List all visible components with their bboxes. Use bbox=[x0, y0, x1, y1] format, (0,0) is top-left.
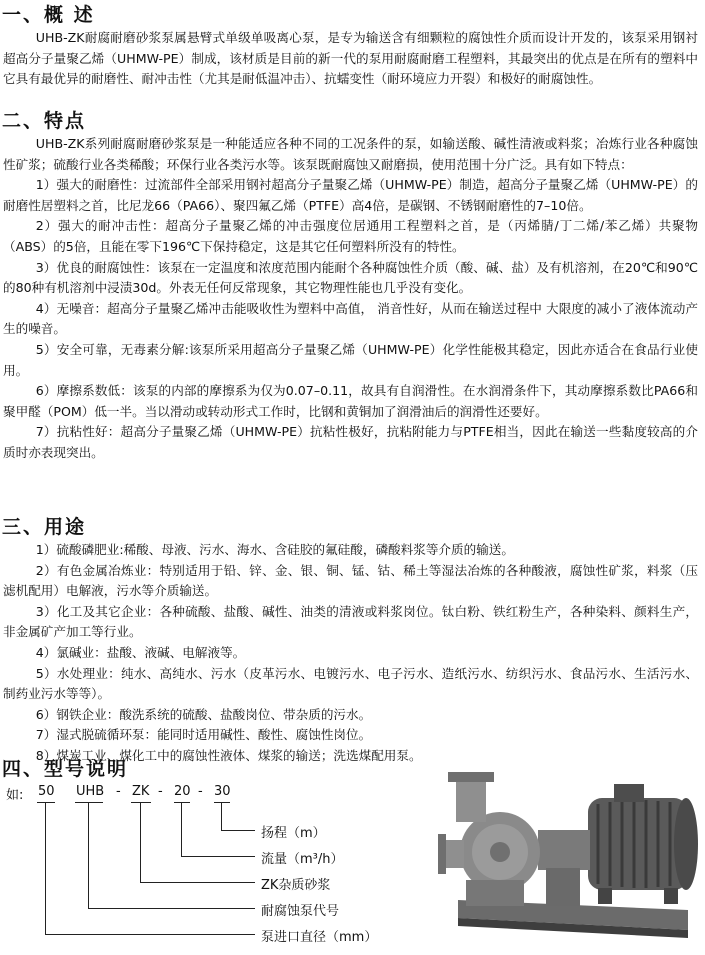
section-title: 四、型号说明 bbox=[2, 758, 129, 780]
feature-item: 6）摩擦系数低：该泵的内部的摩擦系为仅为0.07–0.11，故具有自润滑性。在水润滑条件下，其动摩擦系数比PA66和聚甲醛（POM）低一半。当以滑动或转动形式工作时，比钢和黄铜加了润滑油后的润滑性还要好。 bbox=[3, 383, 698, 419]
feature-item: 1）强大的耐磨性：过流部件全部采用钢衬超高分子量聚乙烯（UHMW-PE）制造，超高分子量聚乙烯（UHMW-PE）的耐磨性居塑料之首，比尼龙66（PA66）、聚四氟乙烯（PTFE）高4倍，是碳钢、不锈钢耐磨性的7–10倍。 bbox=[3, 177, 698, 213]
feature-item: 7）抗粘性好：超高分子量聚乙烯（UHMW-PE）抗粘性极好，抗粘附能力与PTFE相当，因此在输送一些黏度较高的介质时亦表现突出。 bbox=[3, 424, 698, 460]
bracket-line bbox=[181, 856, 255, 857]
label-code: 耐腐蚀泵代号 bbox=[261, 904, 340, 919]
bracket-line bbox=[45, 803, 46, 935]
section-uses bbox=[0, 514, 705, 767]
example-prefix: 如: bbox=[6, 788, 24, 803]
model-part-flow: 20 bbox=[174, 784, 191, 799]
use-item: 2）有色金属冶炼业：特别适用于铅、锌、金、银、铜、锰、钴、稀土等湿法冶炼的各种酸液，腐蚀性矿浆，料浆（压滤机配用）电解液，污水等介质输送。 bbox=[3, 562, 698, 599]
bracket-line bbox=[221, 803, 222, 831]
pump-illustration bbox=[438, 760, 700, 950]
bracket-line bbox=[181, 803, 182, 857]
bracket-line bbox=[140, 882, 255, 883]
use-item: 4）氯碱业：盐酸、液碱、电解液等。 bbox=[35, 644, 246, 660]
underline bbox=[37, 802, 55, 803]
underline bbox=[214, 802, 230, 803]
feature-item: 4）无噪音：超高分子量聚乙烯冲击能吸收性为塑料中高值， 消音性好，从而在输送过程中 大限度的减小了液体流动产生的噪音。 bbox=[3, 300, 698, 337]
use-item: 5）水处理业：纯水、高纯水、污水（皮革污水、电镀污水、电子污水、造纸污水、纺织污水、食品污水、生活污水、制药业污水等等）。 bbox=[3, 665, 698, 702]
use-item: 6）钢铁企业：酸洗系统的硫酸、盐酸岗位、带杂质的污水。 bbox=[35, 706, 372, 722]
bracket-line bbox=[88, 803, 89, 909]
section-title: 二、特点 bbox=[2, 110, 87, 132]
label-inlet: 泵进口直径（mm） bbox=[261, 930, 378, 945]
label-head: 扬程（m） bbox=[261, 826, 326, 841]
feature-item: 2）强大的耐冲击性：超高分子量聚乙烯的冲击强度位居通用工程塑料之首，是（丙烯腈/丁二烯/苯乙烯）共聚物（ABS）的5倍，且能在零下196℃下保持稳定，这是其它任何塑料所没有的特性。 bbox=[3, 218, 698, 254]
paragraph: UHB-ZK耐腐耐磨砂浆泵属悬臂式单级单吸离心泵，是专为输送含有细颗粒的腐蚀性介质而设计开发的，该泵采用钢衬超高分子量聚乙烯（UHMW-PE）制成，该材质是目前的新一代的泵用耐腐耐磨工程塑料，其最突出的优点是在所有的塑料中它具有最优异的耐磨性、耐冲击性（尤其是耐低温冲击）、抗蠕变性（耐环境应力开裂）和极好的耐腐蚀性。 bbox=[3, 30, 698, 87]
paragraph: UHB-ZK系列耐腐耐磨砂浆泵是一种能适应各种不同的工况条件的泵，如输送酸、碱性清液或料浆；冶炼行业各种腐蚀性矿浆；硫酸行业各类稀酸；环保行业各类污水等。该泵既耐腐蚀又耐磨损，使用范围十分广泛。具有如下特点： bbox=[3, 136, 698, 172]
model-sep: - bbox=[116, 784, 121, 799]
section-title: 三、用途 bbox=[2, 516, 87, 538]
model-sep: - bbox=[198, 784, 203, 799]
bracket-line bbox=[140, 803, 141, 883]
model-part-head: 30 bbox=[214, 784, 231, 799]
underline bbox=[174, 802, 190, 803]
bracket-line bbox=[45, 934, 255, 935]
feature-item: 5）安全可靠，无毒素分解:该泵所采用超高分子量聚乙烯（UHMW-PE）化学性能极其稳定，因此亦适合在食品行业使用。 bbox=[3, 341, 698, 378]
underline bbox=[131, 802, 151, 803]
use-item: 1）硫酸磷肥业:稀酸、母液、污水、海水、含硅胶的氟硅酸，磷酸料浆等介质的输送。 bbox=[35, 542, 514, 557]
model-part-code: UHB bbox=[76, 784, 105, 799]
label-flow: 流量（m³/h） bbox=[261, 852, 344, 867]
underline bbox=[75, 802, 103, 803]
section-overview bbox=[0, 2, 705, 90]
use-item: 8）煤炭工业、煤化工中的腐蚀性液体、煤浆的输送；洗选煤配用泵。 bbox=[35, 747, 422, 763]
bracket-line bbox=[221, 830, 255, 831]
bracket-line bbox=[88, 908, 255, 909]
use-item: 7）湿式脱硫循环泵：能同时适用碱性、酸性、腐蚀性岗位。 bbox=[35, 727, 372, 743]
feature-item: 3）优良的耐腐蚀性：该泵在一定温度和浓度范围内能耐个各种腐蚀性介质（酸、碱、盐）及有机溶剂，在20℃和90℃的80种有机溶剂中浸渍30d。外表无任何反常现象，其它物理性能也几乎没有变化。 bbox=[3, 259, 698, 296]
label-type: ZK杂质砂浆 bbox=[261, 878, 331, 893]
model-sep: - bbox=[158, 784, 163, 799]
section-features bbox=[0, 108, 705, 464]
use-item: 3）化工及其它企业：各种硫酸、盐酸、碱性、油类的清液或料浆岗位。钛白粉、铁红粉生产，各种染料、颜料生产，非金属矿产加工等行业。 bbox=[3, 603, 698, 640]
model-part-type: ZK bbox=[132, 784, 150, 799]
section-title: 一、概 述 bbox=[2, 4, 95, 26]
model-part-inlet: 50 bbox=[38, 784, 55, 799]
